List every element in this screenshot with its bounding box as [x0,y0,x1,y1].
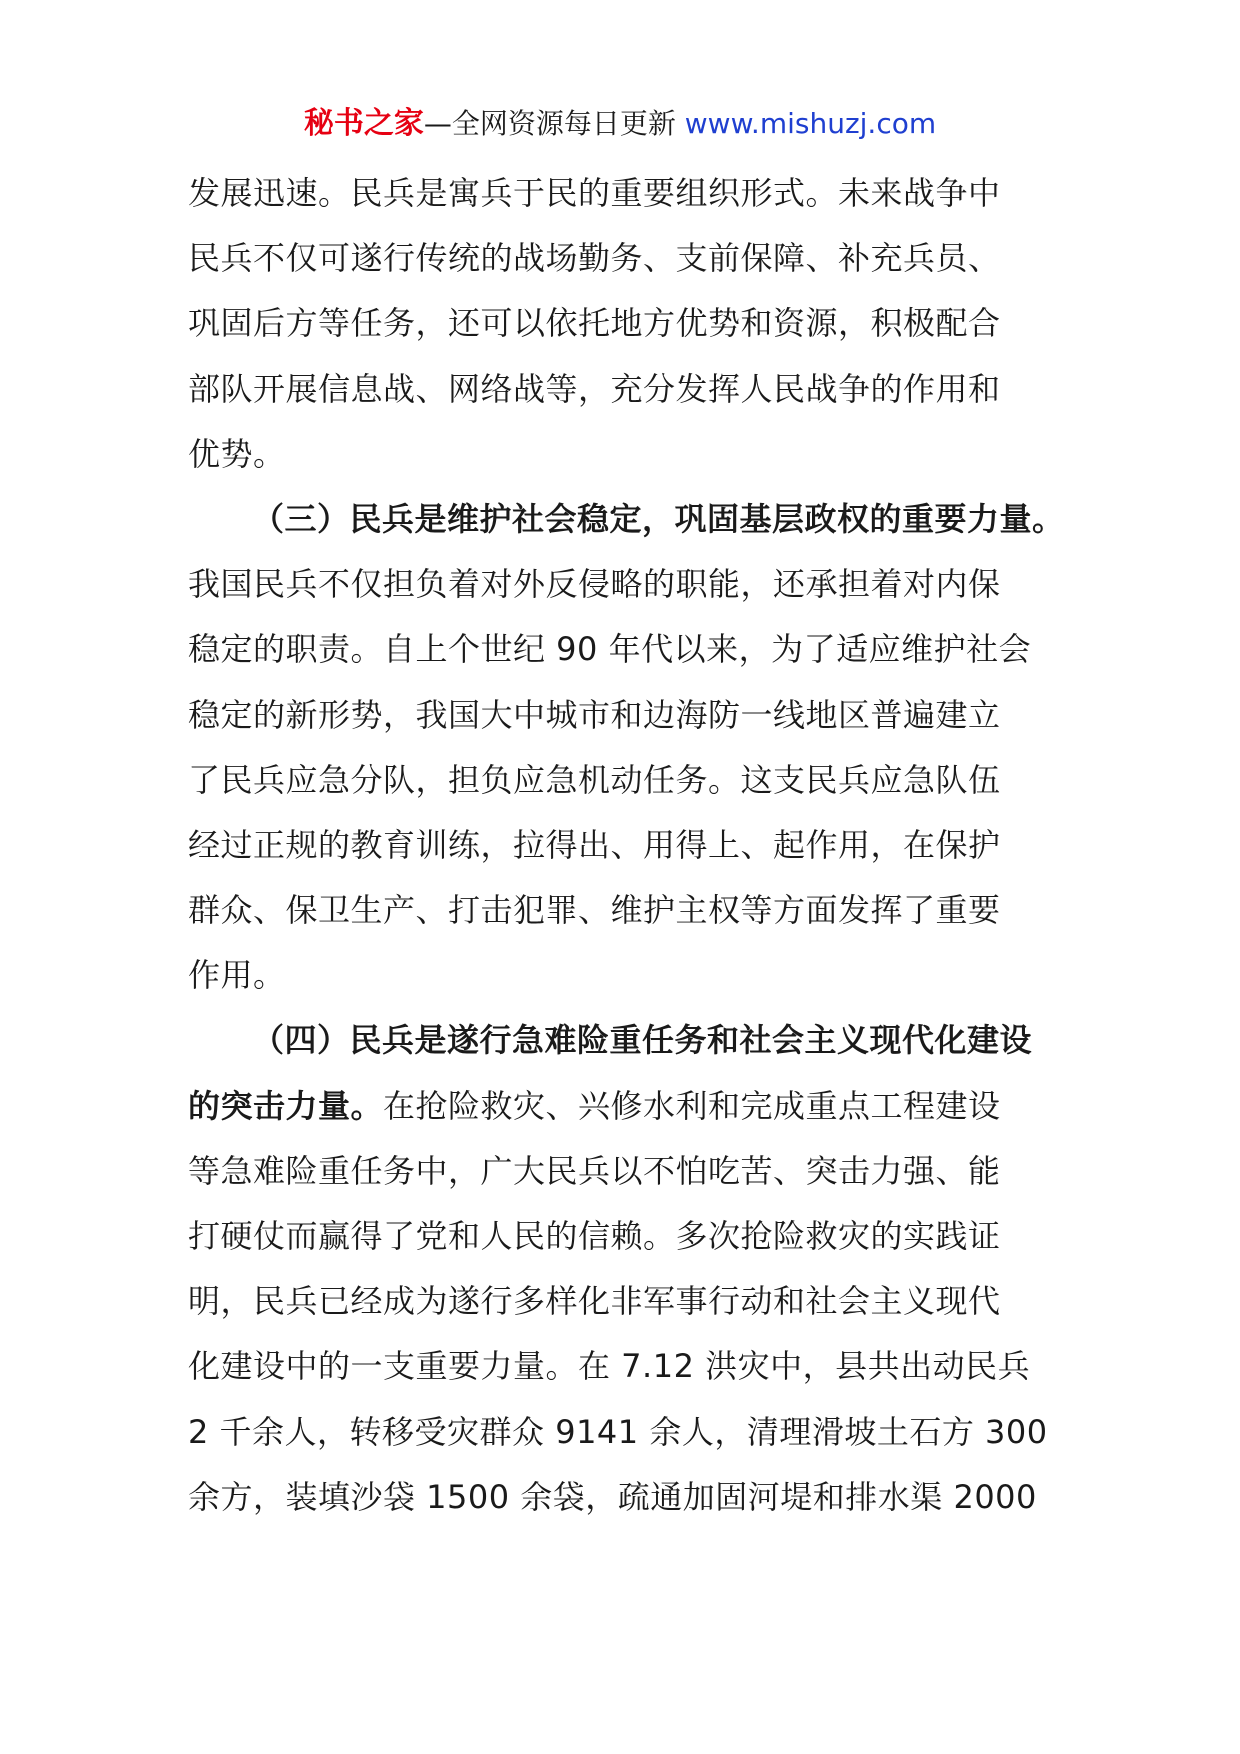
text-line: 明，民兵已经成为遂行多样化非军事行动和社会主义现代 [188,1282,1001,1321]
text-line: 了民兵应急分队，担负应急机动任务。这支民兵应急队伍 [188,760,1001,799]
section-heading-4: （四）民兵是遂行急难险重任务和社会主义现代化建设 [252,1021,1033,1060]
text-line: 群众、保卫生产、打击犯罪、维护主权等方面发挥了重要 [188,891,1001,930]
text-line: 打硬仗而赢得了党和人民的信赖。多次抢险救灾的实践证 [188,1217,1001,1255]
text-line: 民兵不仅可遂行传统的战场勤务、支前保障、补充兵员、 [188,239,1001,278]
text-line: 优势。 [188,434,286,473]
header-brand: 秘书之家 [303,106,424,141]
text-line: 稳定的职责。自上个世纪 90 年代以来，为了适应维护社会 [188,630,1032,669]
text-line: 作用。 [188,956,286,995]
text-line: 2 千余人，转移受灾群众 9141 余人，清理滑坡土石方 300 [188,1412,1048,1451]
text-line: 等急难险重任务中，广大民兵以不怕吃苦、突击力强、能 [188,1151,1001,1190]
text-line: 化建设中的一支重要力量。在 7.12 洪灾中，县共出动民兵 [188,1347,1031,1386]
text-line: 余方，装填沙袋 1500 余袋，疏通加固河堤和排水渠 2000 [188,1477,1037,1516]
text-line: 部队开展信息战、网络战等，充分发挥人民战争的作用和 [188,369,1001,408]
header-slogan: —全网资源每日更新 [423,107,685,140]
text-line: 稳定的新形势，我国大中城市和边海防一线地区普遍建立 [188,695,1001,734]
page-header [0,104,1240,144]
text-line: 巩固后方等任务，还可以依托地方优势和资源，积极配合 [188,304,1001,343]
body-text [188,161,1065,1530]
text-line: 的突击力量。在抢险救灾、兴修水利和完成重点工程建设 [188,1086,1001,1125]
text-line: 我国民兵不仅担负着对外反侵略的职能，还承担着对内保 [188,565,1001,604]
text-line: 经过正规的教育训练，拉得出、用得上、起作用，在保护 [188,825,1001,864]
header-url-link[interactable]: www.mishuzj.com [684,107,937,140]
section-heading-3: （三）民兵是维护社会稳定，巩固基层政权的重要力量。 [252,499,1065,538]
text-line: 发展迅速。民兵是寓兵于民的重要组织形式。未来战争中 [188,174,1001,212]
